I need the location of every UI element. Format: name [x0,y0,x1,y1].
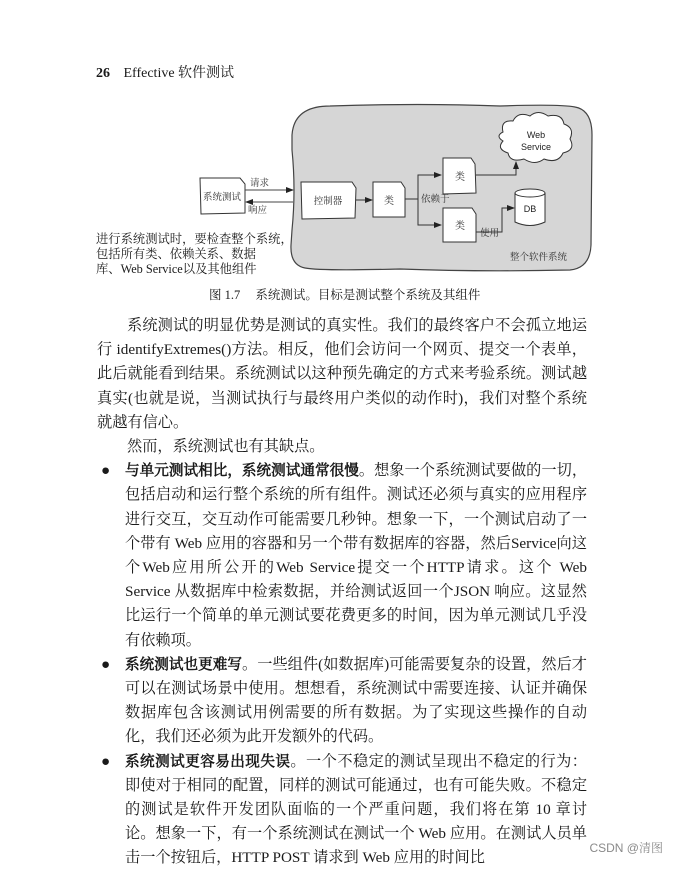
figure-caption-text: 系统测试。目标是测试整个系统及其组件 [255,288,481,302]
system-test-label: 系统测试 [202,192,242,203]
class-lower-label: 类 [455,221,465,232]
figure-annotation [96,232,296,277]
bullet-text: 。一些组件(如数据库)可能需要复杂的设置，然后才可以在测试场景中使用。想想看，系统测试中需要连接、认证并确保数据库包含该测试用例需要的所有数据。为了实现这些操作的自动化，我们还必须为此开发额外的代码。 [125,655,587,746]
body-text [97,314,587,871]
bullet-dot-icon: ● [101,752,111,770]
annotation-line: 进行系统测试时，要检查整个系统， [96,232,293,246]
paragraph: 系统测试的明显优势是测试的真实性。我们的最终客户不会孤立地运行 identifyExtremes()方法。相反，他们会访问一个网页、提交一个表单，此后就能看到结果。系统测试以这种预先确定的方式来考验系统。测试越真实(也就是说，当测试执行与最终用户类似的动作时)，我们对整个系统就越有信心。 [97,317,587,431]
bullet-lead: 与单元测试相比，系统测试通常很慢 [125,462,359,480]
uses-label: 使用 [480,228,500,239]
bullet-dot-icon: ● [101,462,111,480]
class-main-label: 类 [384,196,394,207]
paragraph: 然而，系统测试也有其缺点。 [127,438,325,456]
request-label: 请求 [250,178,270,189]
bullet-text: 。想象一个系统测试要做的一切，包括启动和运行整个系统的所有组件。测试还必须与真实的应用程序进行交互，交互动作可能需要几秒钟。想象一下，一个测试启动了一个带有 Web 应用的容器和另一个带有数据库的容器，然后Service向这个Web应用所公开的Web Service提交一个HTTP请求。这个 Web Service 从数据库中检索数据，并给测试返回一个JSON 响应。这显然比运行一个简单的单元测试要花费更多的时间，因为单元测试几乎没有依赖项。 [125,462,588,649]
web-service-label-line1: Web [526,130,546,140]
figure-system-testing [0,0,677,300]
bullet-dot-icon: ● [101,655,111,673]
web-service-label-line2: Service [520,142,552,152]
bullet-text: 。一个不稳定的测试呈现出不稳定的行为：即使对于相同的配置，同样的测试可能通过，也有可能失败。不稳定的测试是软件开发团队面临的一个严重问题，我们将在第 10 章讨论。想象一下，有一个系统测试在测试一个 Web 应用。在测试人员单击一个按钮后，HTTP POST 请求到 Web 应用的时间比 [125,752,587,867]
annotation-line: 库、Web Service以及其他组件 [96,262,257,276]
annotation-line: 包括所有类、依赖关系、数据 [96,247,256,261]
controller-label: 控制器 [313,196,343,207]
bullet-lead: 系统测试也更难写 [125,655,243,673]
book-title: Effective 软件测试 [123,66,235,81]
watermark: CSDN @清图 [589,841,663,855]
bullet-lead: 系统测试更容易出现失误 [125,752,291,770]
depends-on-label: 依赖于 [421,194,450,205]
bullet-item [97,750,587,871]
response-label: 响应 [248,205,268,216]
bullet-item [97,459,587,653]
db-label: DB [523,204,537,214]
class-upper-label: 类 [455,172,465,183]
system-boundary-label: 整个软件系统 [510,252,568,263]
figure-caption [209,285,480,303]
page-number: 26 [96,66,110,81]
figure-caption-label: 图 1.7 [209,288,241,302]
bullet-list [97,459,587,870]
bullet-item [97,653,587,750]
